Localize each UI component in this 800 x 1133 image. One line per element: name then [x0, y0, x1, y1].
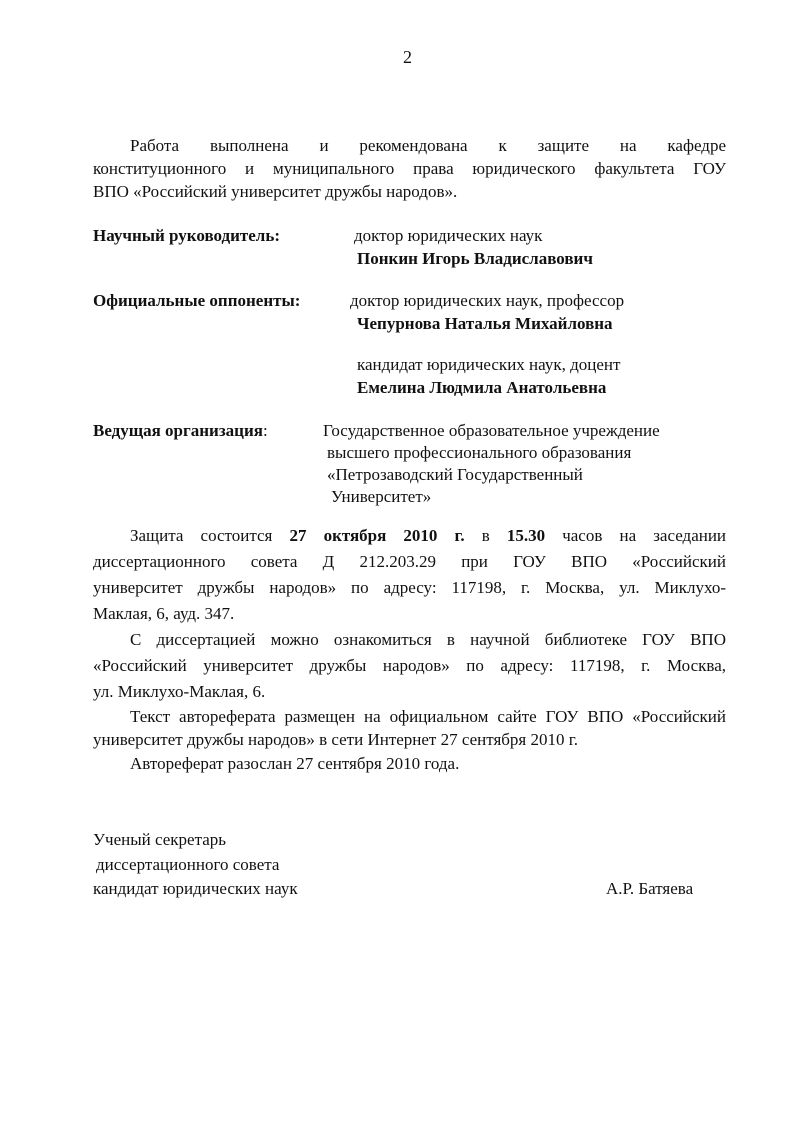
library-line-3: ул. Миклухо-Маклая, 6. [93, 682, 266, 701]
opponent-2-name: Емелина Людмила Анатольевна [357, 378, 607, 397]
page-number: 2 [403, 47, 412, 67]
website-line-2: университет дружбы народов» в сети Интернет 27 сентября 2010 г. [93, 730, 579, 749]
opponents-label: Официальные оппоненты: [93, 291, 301, 310]
intro-line-1: Работа выполнена и рекомендована к защите на кафедре [130, 136, 726, 155]
supervisor-degree: доктор юридических наук [354, 226, 543, 245]
supervisor-name: Понкин Игорь Владиславович [357, 249, 593, 268]
lead-org-colon: : [262, 421, 268, 440]
defense-line-2: диссертационного совета Д 212.203.29 при ГОУ ВПО «Российский [93, 552, 726, 571]
defense-at: в [481, 526, 490, 545]
signature-line-1: Ученый секретарь [93, 830, 227, 849]
defense-date: 27 октября 2010 г. [289, 526, 465, 545]
opponent-1-degree: доктор юридических наук, профессор [350, 291, 625, 310]
sent-line: Автореферат разослан 27 сентября 2010 года. [130, 754, 460, 773]
signature-line-3: кандидат юридических наук [93, 879, 298, 898]
intro-line-3: ВПО «Российский университет дружбы народов». [93, 182, 458, 201]
opponent-2-degree: кандидат юридических наук, доцент [357, 355, 621, 374]
defense-line-3: университет дружбы народов» по адресу: 117198, г. Москва, ул. Миклухо- [93, 578, 726, 597]
defense-time: 15.30 [506, 526, 546, 545]
signature-name: А.Р. Батяева [606, 879, 694, 898]
lead-org-line-2: высшего профессионального образования [327, 443, 632, 462]
defense-line-4: Маклая, 6, ауд. 347. [93, 604, 235, 623]
lead-org-label: Ведущая организация [93, 421, 263, 440]
website-line-1: Текст автореферата размещен на официальном сайте ГОУ ВПО «Российский [130, 707, 726, 726]
lead-org-label-row [93, 419, 268, 442]
library-line-1: С диссертацией можно ознакомиться в научной библиотеке ГОУ ВПО [130, 630, 726, 649]
opponent-1-name: Чепурнова Наталья Михайловна [357, 314, 613, 333]
lead-org-line-3: «Петрозаводский Государственный [327, 465, 583, 484]
defense-rest: часов на заседании [562, 526, 727, 545]
library-line-2: «Российский университет дружбы народов» по адресу: 117198, г. Москва, [93, 656, 726, 675]
lead-org-line-4: Университет» [331, 487, 432, 506]
signature-line-2: диссертационного совета [96, 855, 280, 874]
supervisor-label: Научный руководитель: [93, 226, 280, 245]
intro-line-2: конституционного и муниципального права юридического факультета ГОУ [93, 159, 726, 178]
lead-org-line-1: Государственное образовательное учреждение [323, 421, 660, 440]
defense-line-1 [93, 524, 726, 547]
defense-intro: Защита состоится [130, 526, 273, 545]
